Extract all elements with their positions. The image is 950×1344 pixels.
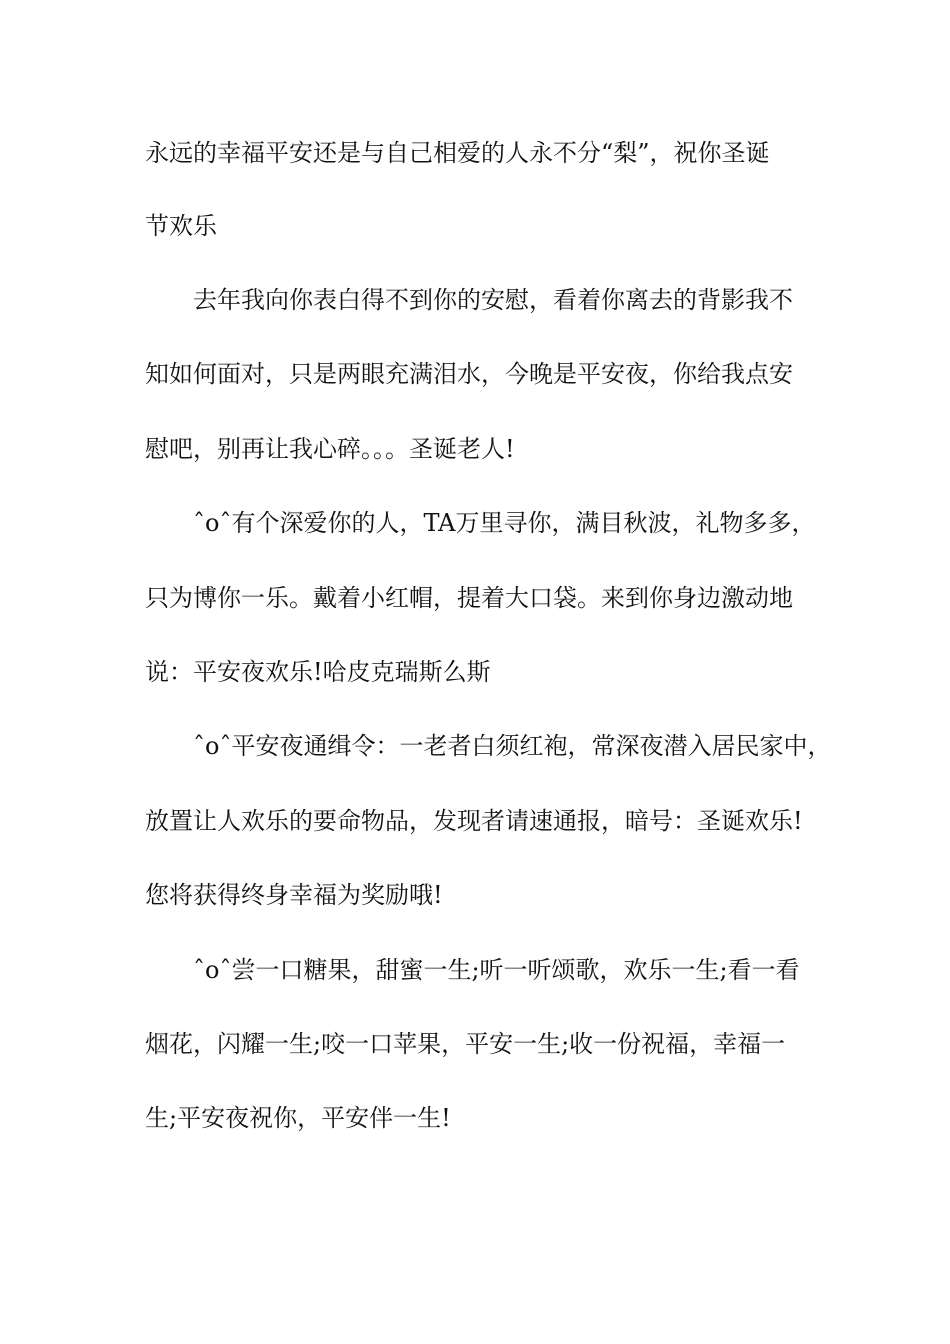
text-line: 说：平安夜欢乐!哈皮克瑞斯么斯 [145, 658, 491, 686]
paragraph-first-line: ˆoˆ尝一口糖果，甜蜜一生;听一听颂歌，欢乐一生;看一看 [193, 956, 800, 984]
paragraph-first-line: 去年我向你表白得不到你的安慰，看着你离去的背影我不 [193, 286, 793, 314]
text-line: 慰吧，别再让我心碎。。。圣诞老人! [145, 435, 515, 463]
text-line: 知如何面对，只是两眼充满泪水，今晚是平安夜，你给我点安 [145, 360, 793, 388]
text-line: 烟花，闪耀一生;咬一口苹果，平安一生;收一份祝福，幸福一 [145, 1030, 786, 1058]
text-line: 您将获得终身幸福为奖励哦! [145, 881, 443, 909]
text-line: 放置让人欢乐的要命物品，发现者请速通报，暗号：圣诞欢乐! [145, 807, 803, 835]
paragraph-first-line: ˆoˆ平安夜通缉令：一老者白须红袍，常深夜潜入居民家中， [193, 732, 832, 760]
text-line: 节欢乐 [145, 212, 217, 240]
text-line: 永远的幸福平安还是与自己相爱的人永不分“梨”，祝你圣诞 [145, 139, 770, 167]
text-line: 生;平安夜祝你，平安伴一生! [145, 1104, 451, 1132]
text-line: 只为博你一乐。戴着小红帽，提着大口袋。来到你身边激动地 [145, 584, 793, 612]
paragraph-first-line: ˆoˆ有个深爱你的人，TA万里寻你，满目秋波，礼物多多， [193, 509, 816, 537]
